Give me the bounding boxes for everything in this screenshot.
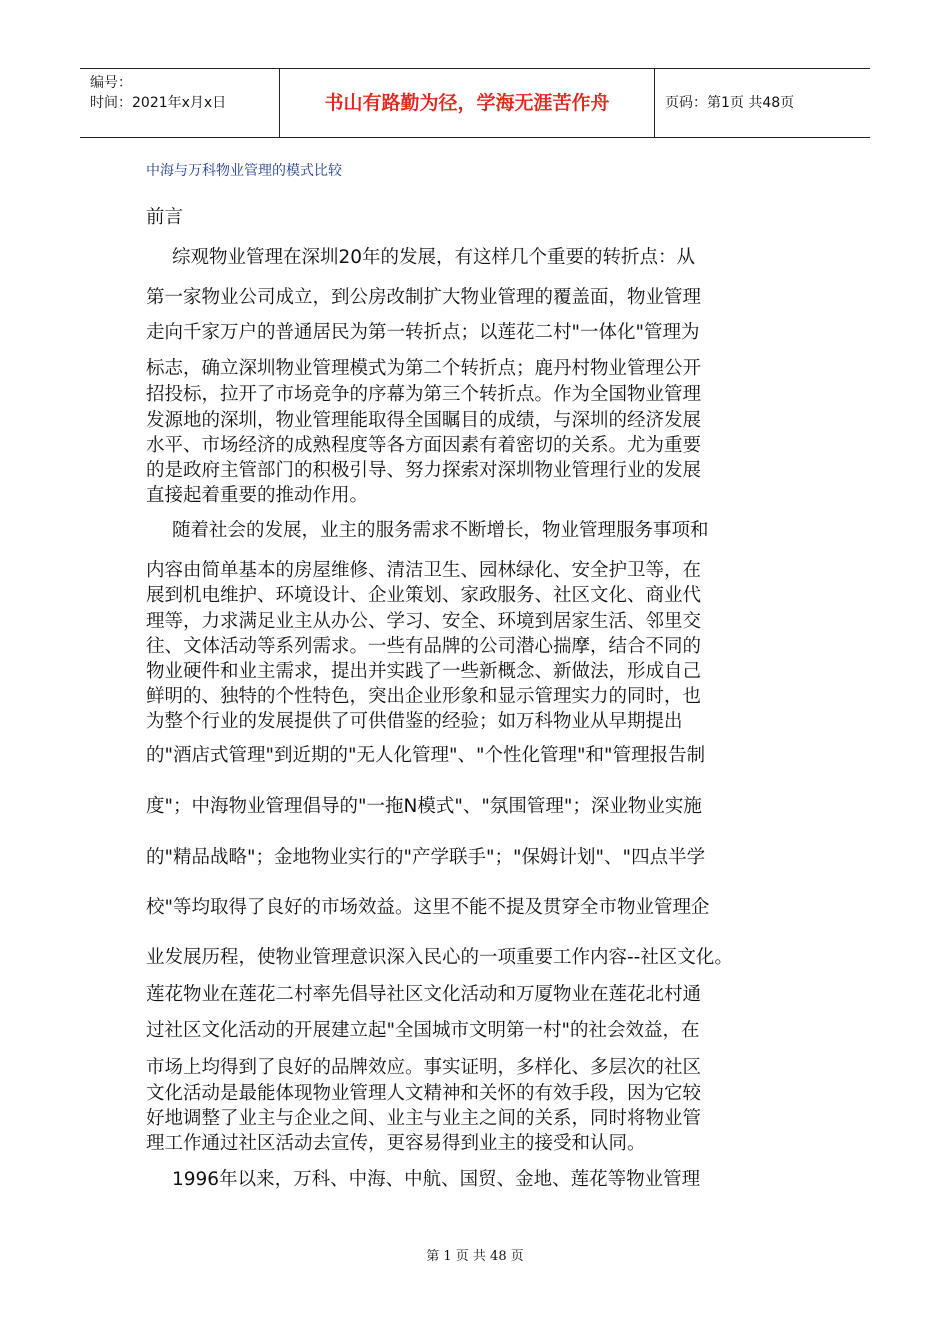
date-label: 时间：2021年x月x日 [90, 95, 227, 111]
paragraph-line: 文化活动是最能体现物业管理人文精神和关怀的有效手段，因为它较 [146, 1083, 702, 1104]
paragraph-line: 过社区文化活动的开展建立起"全国城市文明第一村"的社会效益，在 [146, 1020, 700, 1041]
paragraph-line: 理等，力求满足业主从办公、学习、安全、环境到居家生活、邻里交 [146, 611, 702, 632]
paragraph-line: 的"酒店式管理"到近期的"无人化管理"、"个性化管理"和"管理报告制 [146, 745, 706, 766]
document-title: 中海与万科物业管理的模式比较 [146, 163, 342, 179]
paragraph-line: 1996年以来，万科、中海、中航、国贸、金地、莲花等物业管理 [172, 1169, 701, 1190]
paragraph-line: 内容由简单基本的房屋维修、清洁卫生、园林绿化、安全护卫等，在 [146, 560, 702, 581]
paragraph-line: 随着社会的发展，业主的服务需求不断增长，物业管理服务事项和 [172, 520, 709, 541]
paragraph-line: 好地调整了业主与企业之间、业主与业主之间的关系，同时将物业管 [146, 1108, 702, 1129]
number-label: 编号： [90, 75, 132, 91]
paragraph-line: 业发展历程，使物业管理意识深入民心的一项重要工作内容--社区文化。 [146, 947, 733, 968]
paragraph-line: 鲜明的、独特的个性特色，突出企业形象和显示管理实力的同时，也 [146, 686, 702, 707]
paragraph-line: 标志，确立深圳物业管理模式为第二个转折点；鹿丹村物业管理公开 [146, 358, 702, 379]
paragraph-line: 往、文体活动等系列需求。一些有品牌的公司潜心揣摩，结合不同的 [146, 636, 702, 657]
section-heading: 前言 [146, 207, 184, 228]
paragraph-line: 莲花物业在莲花二村率先倡导社区文化活动和万厦物业在莲花北村通 [146, 984, 702, 1005]
paragraph-line: 理工作通过社区活动去宣传，更容易得到业主的接受和认同。 [146, 1133, 646, 1154]
page-header [80, 68, 870, 138]
paragraph-line: 度"；中海物业管理倡导的"一拖N模式"、"氛围管理"；深业物业实施 [146, 796, 702, 817]
paragraph-line: 发源地的深圳，物业管理能取得全国瞩目的成绩，与深圳的经济发展 [146, 410, 702, 431]
paragraph-line: 直接起着重要的推动作用。 [146, 485, 369, 506]
paragraph-line: 走向千家万户的普通居民为第一转折点；以莲花二村"一体化"管理为 [146, 322, 700, 343]
paragraph-line: 的"精品战略"；金地物业实行的"产学联手"；"保姆计划"、"四点半学 [146, 847, 706, 868]
paragraph-line: 校"等均取得了良好的市场效益。这里不能不提及贯穿全市物业管理企 [146, 897, 710, 918]
paragraph-line: 的是政府主管部门的积极引导、努力探索对深圳物业管理行业的发展 [146, 460, 702, 481]
paragraph-line: 水平、市场经济的成熟程度等各方面因素有着密切的关系。尤为重要 [146, 435, 702, 456]
paragraph-line: 物业硬件和业主需求，提出并实践了一些新概念、新做法，形成自己 [146, 661, 702, 682]
paragraph-line: 第一家物业公司成立，到公房改制扩大物业管理的覆盖面，物业管理 [146, 287, 702, 308]
paragraph-line: 市场上均得到了良好的品牌效应。事实证明，多样化、多层次的社区 [146, 1057, 702, 1078]
paragraph-line: 招投标，拉开了市场竞争的序幕为第三个转折点。作为全国物业管理 [146, 384, 702, 405]
paragraph-line: 为整个行业的发展提供了可供借鉴的经验；如万科物业从早期提出 [146, 711, 683, 732]
header-page-label: 页码：第1页 共48页 [665, 95, 795, 111]
paragraph-line: 展到机电维护、环境设计、企业策划、家政服务、社区文化、商业代 [146, 585, 702, 606]
paragraph-line: 综观物业管理在深圳20年的发展，有这样几个重要的转折点：从 [172, 247, 696, 268]
header-motto: 书山有路勤为径，学海无涯苦作舟 [280, 69, 655, 137]
header-meta [80, 69, 280, 137]
page-footer: 第 1 页 共 48 页 [426, 1249, 524, 1264]
